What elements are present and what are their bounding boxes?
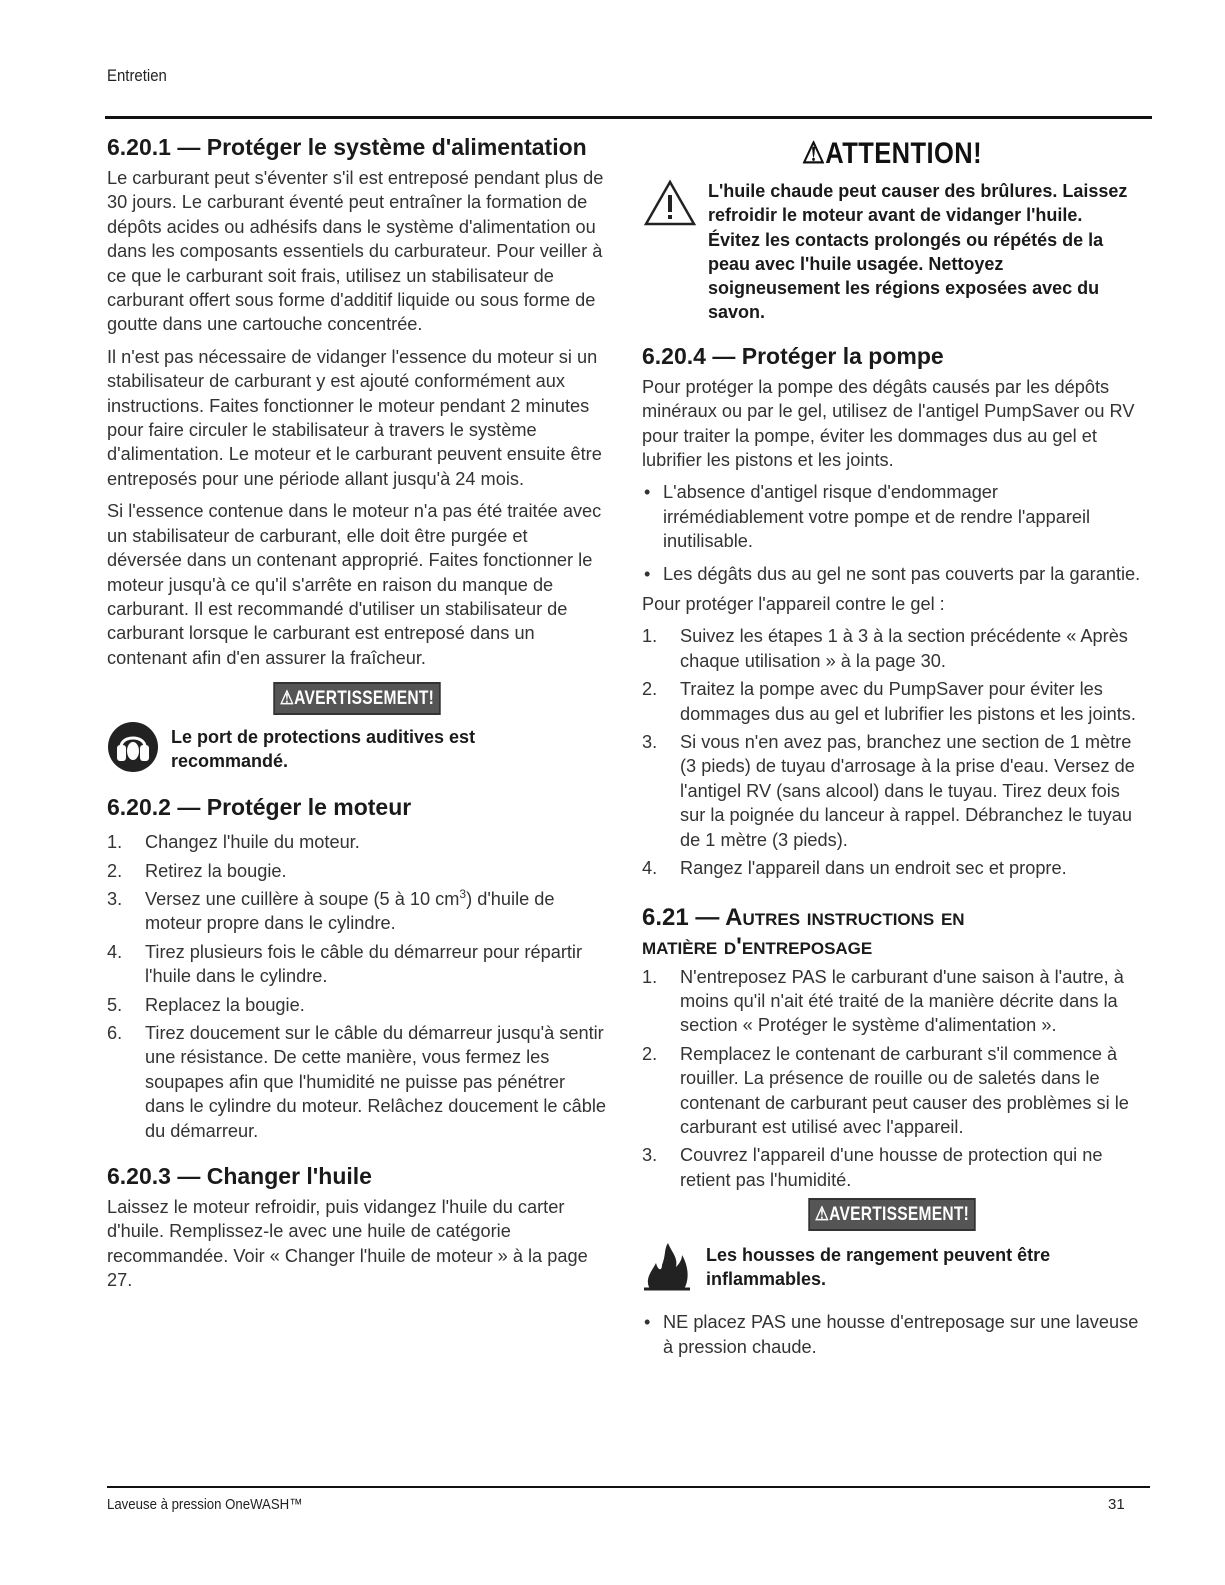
list-item: 2. Traitez la pompe avec du PumpSaver pour éviter les dommages dus au gel et lubrifier les pistons et les joints. [642,679,1136,724]
list-item: 2. Retirez la bougie. [107,860,287,881]
section-6-21-title: 6.21 — Autres instructions en matière d'entreposage [642,903,965,960]
engine-protection-list [107,830,607,1143]
right-column [642,132,1142,1365]
attention-banner: ⚠ATTENTION! [801,137,983,170]
section-6-20-4-paragraph-1: Pour protéger la pompe des dégâts causés par les dépôts minéraux ou par le gel, utilisez de l'antigel PumpSaver ou RV pour traiter la pompe, éviter les dommages dus au gel et lubrifier les pistons et les joints. [642,376,1135,470]
footer-product-name: Laveuse à pression OneWASH™ [107,1496,303,1513]
section-6-20-3-title: 6.20.3 — Changer l'huile [107,1163,372,1189]
list-item: 4. Tirez plusieurs fois le câble du démarreur pour répartir l'huile dans le cylindre. [107,941,583,987]
list-item: • NE placez PAS une housse d'entreposage sur une laveuse à pression chaude. [644,1312,1139,1357]
page-number: 31 [1108,1496,1125,1513]
section-6-20-1-title: 6.20.1 — Protéger le système d'alimentation [107,134,587,160]
list-item: 4. Rangez l'appareil dans un endroit sec et propre. [642,858,1067,879]
storage-instructions-list [642,965,1142,1193]
warning-triangle-icon [644,179,696,232]
flammable-warning [642,1241,1142,1296]
list-item: • Les dégâts dus au gel ne sont pas couverts par la garantie. [644,563,1141,584]
flammable-warning-text: Les housses de rangement peuvent être inflammables. [706,1245,1051,1290]
list-item: 6. Tirez doucement sur le câble du démarreur jusqu'à sentir une résistance. De cette manière, vous fermez les soupapes afin que l'humidité ne puisse pas pénétrer dans le cylindre du moteur. Relâchez doucement le câble du démarreur. [107,1022,607,1141]
list-item: 3. Si vous n'en avez pas, branchez une section de 1 mètre (3 pieds) de tuyau d'arrosage à la prise d'eau. Versez de l'antigel RV (sans alcool) dans le tuyau. Tirez deux fois sur la poignée du lanceur à rappel. Débranchez le tuyau de 1 mètre (3 pieds). [642,732,1135,850]
hot-oil-caution [642,179,1142,325]
hearing-warning-banner-wrap [107,682,607,715]
footer-rule [107,1486,1150,1488]
list-item: 3. Couvrez l'appareil d'une housse de protection qui ne retient pas l'humidité. [642,1145,1103,1190]
section-6-20-1-paragraph-3: Si l'essence contenue dans le moteur n'a pas été traitée avec un stabilisateur de carburant, elle doit être purgée et déversée dans un contenant approprié. Faites fonctionner le moteur jusqu'à ce qu'il s'arrête en raison du manque de carburant. Il est recommandé d'utiliser un stabilisateur de carburant lorsque le carburant est entreposé dans un contenant afin d'en assurer la fraîcheur. [107,501,602,668]
cover-warning-banner: ⚠AVERTISSEMENT! [808,1198,975,1231]
hearing-warning-banner: ⚠AVERTISSEMENT! [273,682,440,715]
list-item: 3. Versez une cuillère à soupe (5 à 10 $cm^3$) d'huile de moteur propre dans le cylindre. [107,886,555,934]
ear-protection-icon [107,721,159,778]
hot-oil-caution-text: L'huile chaude peut causer des brûlures. Laissez refroidir le moteur avant de vidanger l'huile. Évitez les contacts prolongés ou répétés de la peau avec l'huile usagée. Nettoyez soigneusement les régions exposées avec du savon. [708,181,1128,323]
list-item: 2. Remplacez le contenant de carburant s'il commence à rouiller. La présence de rouille ou de saletés dans le contenant de carburant peut causer des problèmes si le carburant est utilisé avec l'appareil. [642,1043,1129,1137]
left-column [107,132,607,1301]
section-6-20-1-paragraph-2: Il n'est pas nécessaire de vidanger l'essence du moteur si un stabilisateur de carburant y est ajouté conformément aux instructions. Faites fonctionner le moteur pendant 2 minutes pour faire circuler le stabilisateur à travers le système d'alimentation. Le moteur et le carburant peuvent ensuite être entreposés pour une période allant jusqu'à 24 mois. [107,346,602,489]
list-item: 5. Replacez la bougie. [107,994,305,1015]
section-6-20-1-paragraph-1: Le carburant peut s'éventer s'il est entreposé pendant plus de 30 jours. Le carburant éventé peut entraîner la formation de dépôts acides ou adhésifs dans le système d'alimentation ou dans les composants essentiels du carburateur. Pour veiller à ce que le carburant soit frais, utilisez un stabilisateur de carburant offert sous forme d'additif liquide ou sous forme de goutte dans une cartouche concentrée. [107,168,604,335]
list-item: 1. Changez l'huile du moteur. [107,832,360,853]
list-item: • L'absence d'antigel risque d'endommager irrémédiablement votre pompe et de rendre l'appareil inutilisable. [644,482,1091,552]
fire-icon [642,1241,692,1296]
section-6-20-4-paragraph-2: Pour protéger l'appareil contre le gel : [642,594,945,615]
cover-warning-banner-wrap [642,1198,1142,1231]
list-item: 1. N'entreposez PAS le carburant d'une saison à l'autre, à moins qu'il n'ait été traité de la manière décrite dans la section « Protéger le système d'alimentation ». [642,966,1124,1036]
list-item: 1. Suivez les étapes 1 à 3 à la section précédente « Après chaque utilisation » à la page 30. [642,626,1128,671]
pump-notes-list [642,480,1142,586]
hearing-warning [107,725,607,778]
hearing-warning-text: Le port de protections auditives est recommandé. [171,727,476,772]
section-6-20-4-title: 6.20.4 — Protéger la pompe [642,342,944,369]
section-6-20-2-title: 6.20.2 — Protéger le moteur [107,794,412,821]
page-header-label: Entretien [107,66,167,85]
header-rule [105,116,1152,119]
cover-notes-list [642,1310,1142,1359]
freeze-protection-list [642,624,1142,880]
section-6-20-3-paragraph: Laissez le moteur refroidir, puis vidangez l'huile du carter d'huile. Remplissez-le avec une huile de catégorie recommandée. Voir « Changer l'huile de moteur » à la page 27. [107,1197,588,1291]
